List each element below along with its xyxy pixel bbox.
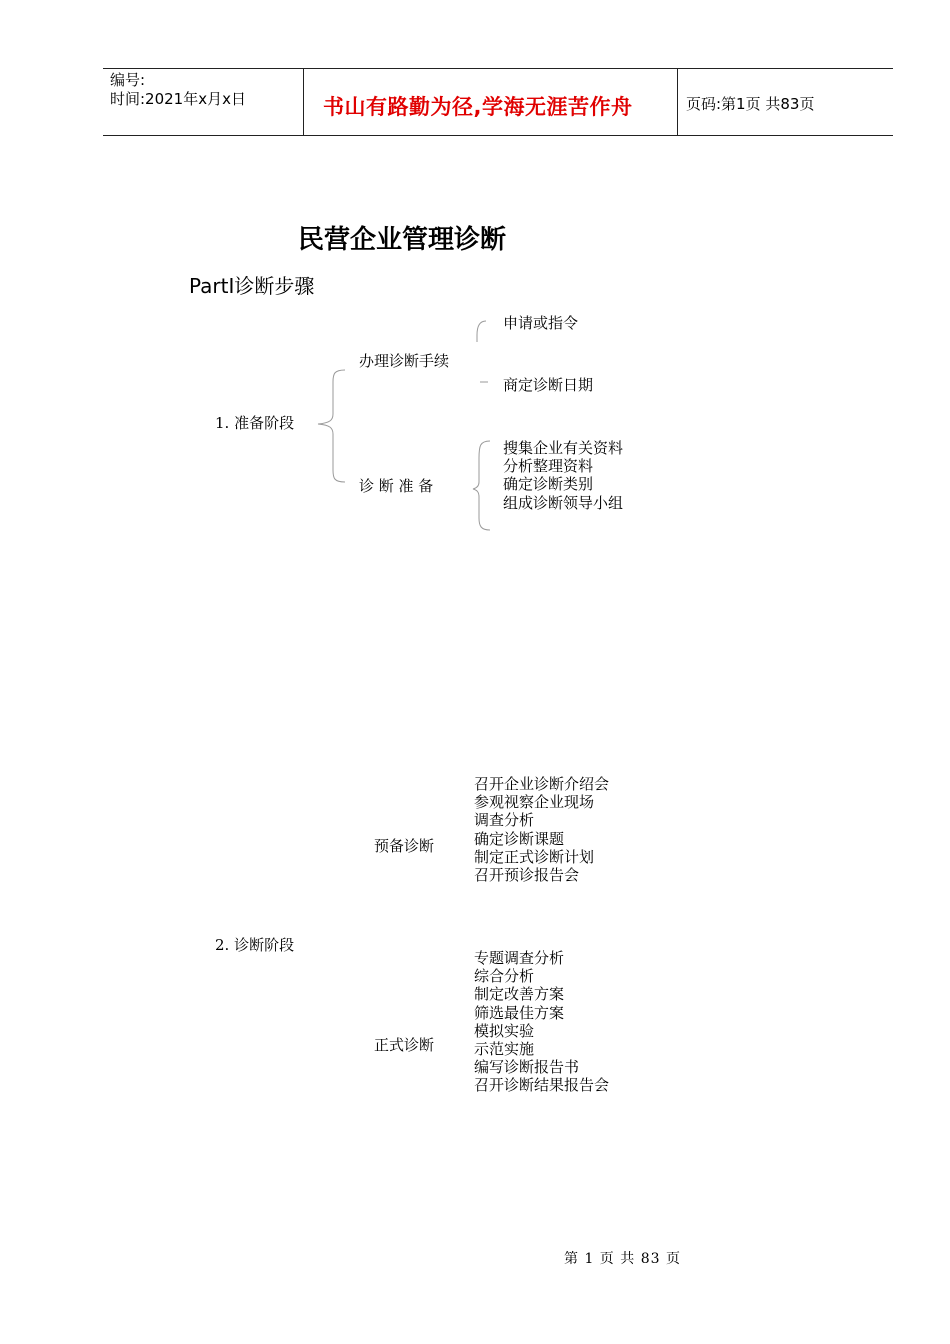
list-item: 分析整理资料 <box>503 457 594 476</box>
list-item: 参观视察企业现场 <box>474 793 595 812</box>
stage1-branch-b-label: 诊 断 准 备 <box>359 477 434 495</box>
stage2-branch-b-label: 正式诊断 <box>374 1036 435 1054</box>
list-item: 召开诊断结果报告会 <box>474 1076 610 1095</box>
list-item: 制定改善方案 <box>474 985 565 1004</box>
header-number-label: 编号: <box>110 71 146 89</box>
stage1-branch-b-list <box>503 439 623 512</box>
stage1-branch-b-brace <box>473 441 490 530</box>
stage2-branch-a-label: 预备诊断 <box>374 837 435 855</box>
page-footer: 第 1 页 共 83 页 <box>564 1251 681 1267</box>
stage1-label: 1. 准备阶段 <box>215 414 295 432</box>
list-item: 综合分析 <box>474 967 535 986</box>
list-item: 编写诊断报告书 <box>474 1058 580 1077</box>
list-item: 组成诊断领导小组 <box>503 493 624 512</box>
stage2-branch-b-list <box>474 949 609 1095</box>
stage1-branch-a-item: 商定诊断日期 <box>503 376 594 394</box>
list-item: 模拟实验 <box>474 1021 535 1040</box>
list-item: 制定正式诊断计划 <box>474 847 595 866</box>
stage2-branch-a-list <box>474 775 609 884</box>
stage1-branch-a-label: 办理诊断手续 <box>359 352 450 370</box>
list-item: 召开企业诊断介绍会 <box>474 775 610 793</box>
list-item: 筛选最佳方案 <box>474 1003 565 1022</box>
stage1-branch-a-brace <box>477 321 486 342</box>
stage1-main-brace <box>318 370 345 482</box>
list-item: 确定诊断类别 <box>503 475 594 494</box>
list-item: 确定诊断课题 <box>474 829 565 848</box>
list-item: 示范实施 <box>474 1039 535 1058</box>
list-item: 召开预诊报告会 <box>474 865 580 884</box>
list-item: 调查分析 <box>474 811 535 830</box>
document-title: 民营企业管理诊断 <box>298 225 507 255</box>
list-item: 搜集企业有关资料 <box>503 439 624 457</box>
header-motto: 书山有路勤为径,学海无涯苦作舟 <box>323 95 633 119</box>
header-time-label: 时间:2021年x月x日 <box>110 90 246 108</box>
list-item: 专题调查分析 <box>474 949 565 967</box>
section-heading: PartⅠ诊断步骤 <box>189 274 315 298</box>
stage1-branch-a-item: 申请或指令 <box>503 314 579 332</box>
header-page-info: 页码:第1页 共83页 <box>686 95 815 113</box>
stage2-label: 2. 诊断阶段 <box>215 936 295 954</box>
